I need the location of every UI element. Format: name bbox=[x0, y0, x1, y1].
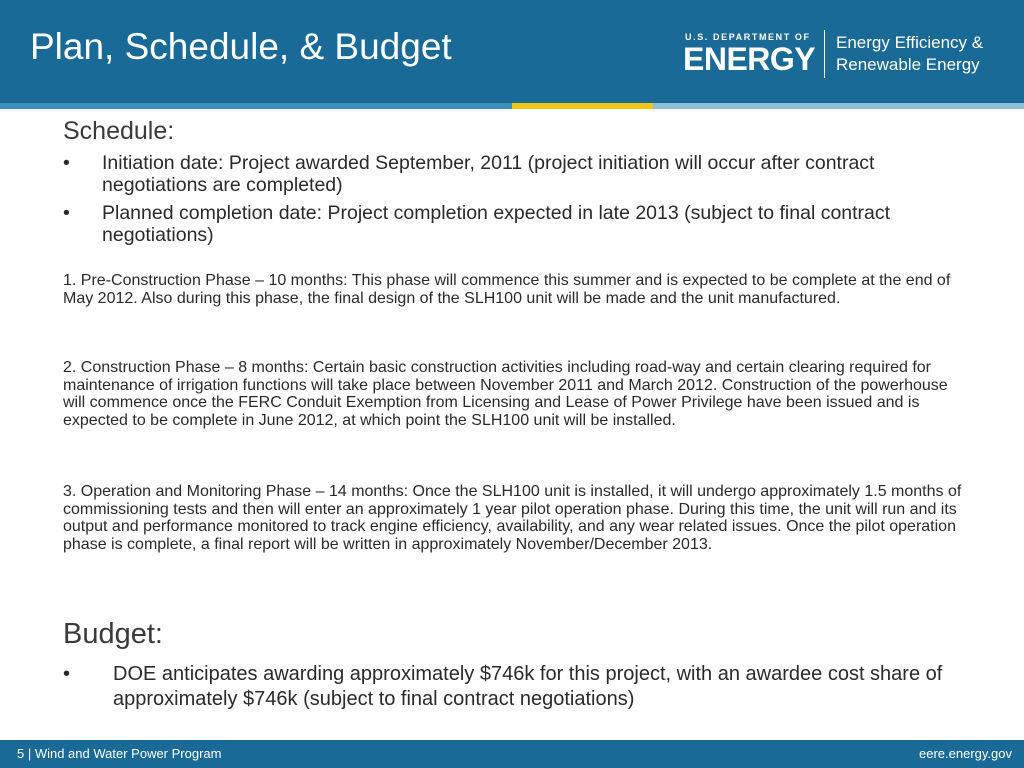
schedule-bullet-item bbox=[63, 152, 963, 196]
schedule-bullet-text: Initiation date: Project awarded September, 2011 (project initiation will occur after contract negotiations are completed) bbox=[102, 152, 875, 196]
header-stripe-light-blue bbox=[653, 103, 1024, 109]
phase-paragraph-1: 1. Pre-Construction Phase – 10 months: This phase will commence this summer and is expected to be complete at the end of May 2012. Also during this phase, the final design of the SLH100 unit will be made and the unit manufactured. bbox=[63, 272, 951, 307]
bullet-icon: • bbox=[63, 202, 70, 224]
schedule-bullet-list bbox=[63, 152, 963, 252]
footer-program-label: 5 | Wind and Water Power Program bbox=[17, 746, 222, 761]
slide-title: Plan, Schedule, & Budget bbox=[30, 26, 452, 67]
office-name-line-1: Energy Efficiency & bbox=[836, 33, 984, 52]
schedule-bullet-text: Planned completion date: Project completion expected in late 2013 (subject to final contract negotiations) bbox=[102, 202, 891, 246]
schedule-heading: Schedule: bbox=[63, 117, 175, 145]
header-bar bbox=[0, 0, 1024, 103]
budget-bullet-text: DOE anticipates awarding approximately $746k for this project, with an awardee cost share of approximately $746k (subject to final contract negotiations) bbox=[113, 663, 943, 710]
eere-office-name bbox=[836, 32, 983, 76]
phase-paragraph-2: 2. Construction Phase – 8 months: Certain basic construction activities including road-way and certain clearing required for maintenance of irrigation functions will take place between November 2011 and March 2012. Construction of the powerhouse will commence once the FERC Conduit Exemption from Licensing and Lease of Power Privilege have been issued and is expected to be complete in June 2012, at which point the SLH100 unit will be installed. bbox=[63, 359, 948, 429]
footer-bar bbox=[0, 740, 1024, 768]
schedule-bullet-item bbox=[63, 202, 963, 246]
header-stripe-yellow bbox=[512, 103, 653, 109]
phase-paragraph-3: 3. Operation and Monitoring Phase – 14 months: Once the SLH100 unit is installed, it will undergo approximately 1.5 months of commissioning tests and then will enter an approximately 1 year pilot operation phase. During this time, the unit will run and its output and performance monitored to track engine efficiency, availability, and any wear related issues. Once the pilot operation phase is complete, a final report will be written in approximately November/December 2013. bbox=[63, 483, 962, 553]
doe-logo-main-text: ENERGY bbox=[683, 41, 816, 77]
budget-heading: Budget: bbox=[63, 618, 163, 650]
bullet-icon: • bbox=[63, 663, 71, 685]
header-stripe-blue bbox=[0, 103, 512, 109]
budget-bullet-item bbox=[63, 662, 943, 712]
bullet-icon: • bbox=[63, 152, 70, 174]
logo-divider bbox=[824, 30, 825, 78]
doe-logo-top-text: U.S. DEPARTMENT OF bbox=[685, 32, 811, 42]
office-name-line-2: Renewable Energy bbox=[836, 55, 980, 74]
budget-bullet-list bbox=[63, 662, 943, 718]
footer-website: eere.energy.gov bbox=[919, 746, 1012, 761]
